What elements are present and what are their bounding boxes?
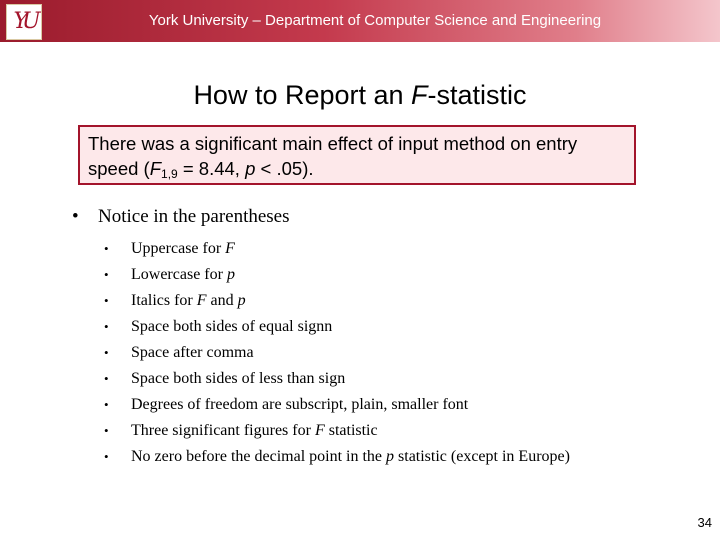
sub-bullet-italic-symbol: p: [237, 292, 246, 309]
sub-bullet-text: [131, 236, 235, 262]
sub-bullet-marker: •: [104, 293, 109, 308]
example-f-symbol: F: [149, 158, 162, 179]
example-p-value: < .05).: [255, 158, 314, 179]
example-f-value: = 8.44,: [177, 158, 246, 179]
sub-bullet-text: [131, 262, 235, 288]
sub-bullet-marker: •: [104, 319, 109, 334]
sub-bullet-text: [131, 444, 570, 470]
sub-bullet-list: [104, 236, 700, 470]
sub-bullet-item: [104, 444, 700, 470]
sub-bullet-text: [131, 392, 468, 418]
sub-bullet-italic-symbol: p: [226, 266, 235, 283]
sub-bullet-text-part: Space both sides of equal signn: [131, 318, 333, 335]
sub-bullet-marker: •: [104, 397, 109, 412]
sub-bullet-text-part: Lowercase for: [131, 266, 227, 283]
sub-bullet-marker: •: [104, 241, 109, 256]
main-bullet: [72, 206, 700, 228]
sub-bullet-text-part: statistic: [324, 422, 378, 439]
sub-bullet-italic-symbol: F: [314, 422, 325, 439]
slide-title-prefix: How to Report an: [193, 80, 412, 110]
sub-bullet-text-part: statistic (except in Europe): [394, 448, 570, 465]
sub-bullet-italic-symbol: F: [196, 292, 207, 309]
sub-bullet-text-part: Italics for: [131, 292, 197, 309]
slide-title-suffix: -statistic: [427, 80, 527, 110]
sub-bullet-item: [104, 366, 700, 392]
sub-bullet-text-part: Uppercase for: [131, 240, 226, 257]
example-line-1: There was a significant main effect of input method on entry: [88, 133, 578, 154]
slide-title-italic: F: [411, 80, 428, 110]
page-number: 34: [697, 515, 712, 530]
sub-bullet-italic-symbol: p: [386, 448, 395, 465]
sub-bullet-text: [131, 288, 246, 314]
sub-bullet-item: [104, 392, 700, 418]
sub-bullet-text: [131, 314, 332, 340]
slide-title: [0, 80, 720, 111]
sub-bullet-italic-symbol: F: [225, 240, 235, 257]
sub-bullet-marker: •: [104, 371, 109, 386]
sub-bullet-item: [104, 340, 700, 366]
sub-bullet-marker: •: [104, 267, 109, 282]
sub-bullet-item: [104, 262, 700, 288]
header-bar: [0, 0, 720, 42]
sub-bullet-text-part: Space both sides of less than sign: [131, 370, 346, 387]
example-sentence-box: [78, 125, 636, 185]
sub-bullet-item: [104, 418, 700, 444]
main-bullet-text: Notice in the parentheses: [98, 206, 290, 227]
example-p-symbol: p: [245, 158, 256, 179]
sub-bullet-text-part: Degrees of freedom are subscript, plain, smaller font: [131, 396, 469, 413]
sub-bullet-text: [131, 340, 254, 366]
example-line-2: [88, 156, 626, 181]
sub-bullet-marker: •: [104, 449, 109, 464]
sub-bullet-marker: •: [104, 423, 109, 438]
bullet-marker: •: [72, 206, 79, 227]
sub-bullet-text: [131, 418, 378, 444]
logo-monogram: YU: [13, 9, 35, 34]
example-degrees-of-freedom: 1,9: [161, 167, 178, 181]
sub-bullet-text-part: and: [206, 292, 238, 309]
sub-bullet-item: [104, 314, 700, 340]
sub-bullet-item: [104, 236, 700, 262]
example-speed-open: speed (: [88, 158, 150, 179]
sub-bullet-text-part: Space after comma: [131, 344, 254, 361]
header-title: York University – Department of Computer Science and Engineering: [148, 12, 602, 29]
sub-bullet-text-part: No zero before the decimal point in the: [131, 448, 387, 465]
sub-bullet-text: [131, 366, 345, 392]
sub-bullet-marker: •: [104, 345, 109, 360]
sub-bullet-text-part: Three significant figures for: [131, 422, 315, 439]
sub-bullet-item: [104, 288, 700, 314]
